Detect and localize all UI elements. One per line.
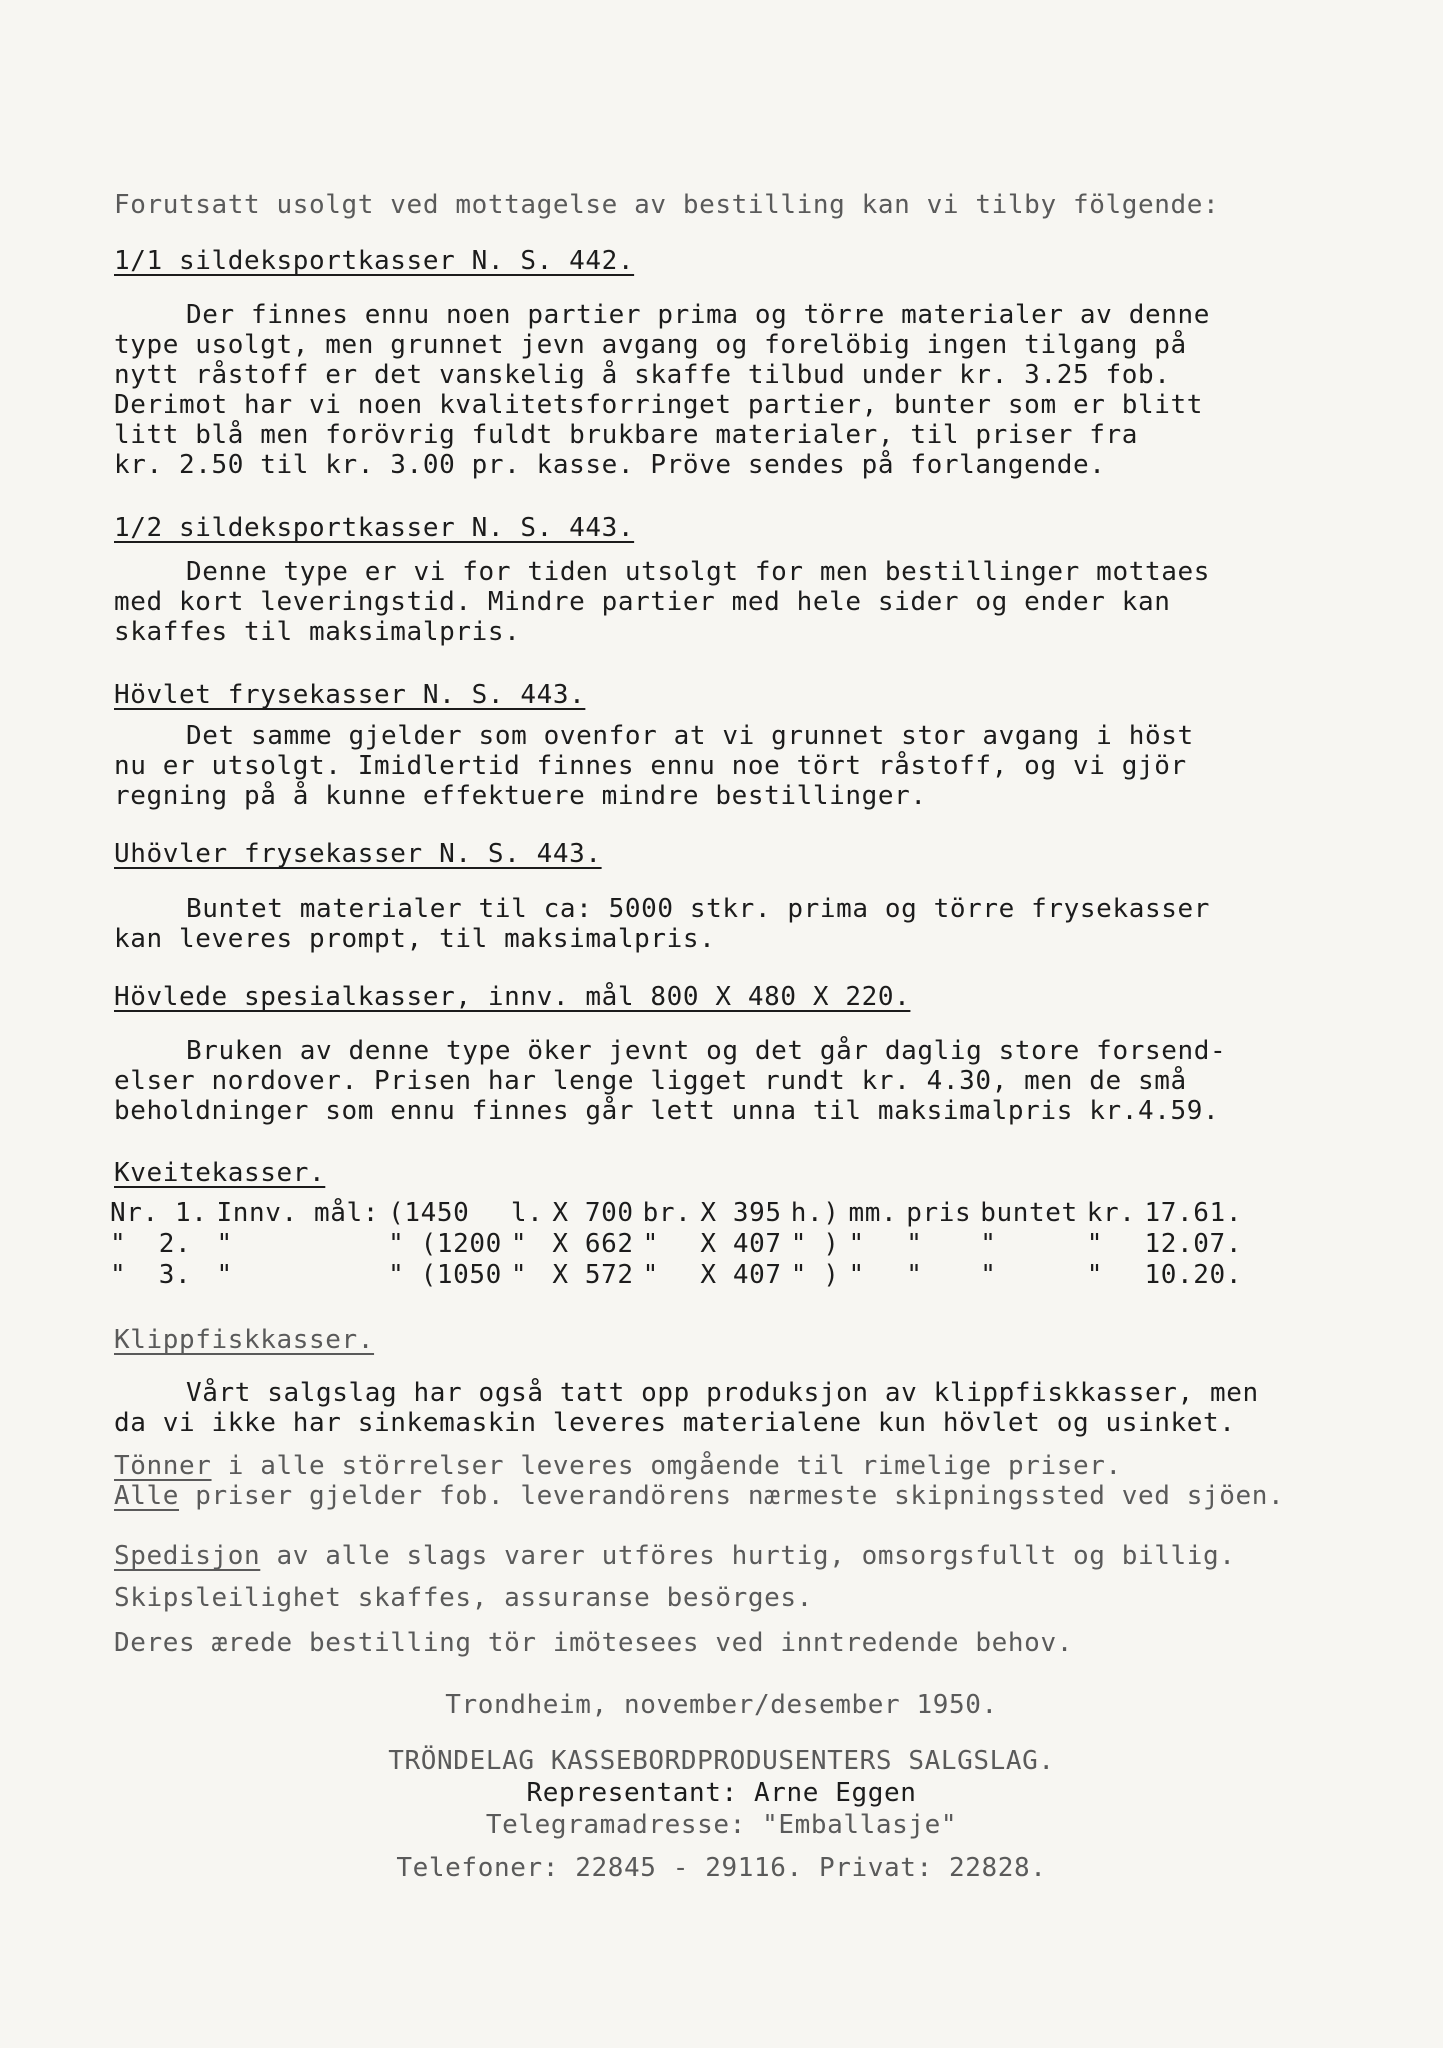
table-cell: X 700 [552, 1198, 634, 1228]
table-cell: " ) [790, 1260, 840, 1290]
kveitekasser-price-table [110, 1198, 1251, 1291]
table-cell: " (1050 [388, 1260, 502, 1290]
table-cell: buntet [980, 1198, 1078, 1228]
table-cell: " [216, 1229, 233, 1259]
table-row [110, 1198, 1251, 1229]
table-cell: " [848, 1229, 865, 1259]
body-line: Det samme gjelder som ovenfor at vi grunnet stor avgang i höst [186, 721, 1194, 751]
table-cell: " [980, 1260, 997, 1290]
body-line: da vi ikke har sinkemaskin leveres materialene kun hövlet og usinket. [114, 1408, 1236, 1438]
section-body-spesialkasser [114, 1036, 1226, 1126]
table-cell: Innv. mål: [216, 1198, 380, 1228]
table-cell: " 2. [110, 1229, 192, 1259]
intro-text: Forutsatt usolgt ved mottagelse av bestilling kan vi tilby fölgende: [114, 190, 1220, 220]
phone-numbers: Telefoner: 22845 - 29116. Privat: 22828. [396, 1853, 1047, 1883]
telegram-address: Telegramadresse: "Emballasje" [485, 1810, 958, 1840]
section-body-uhovler-frysekasser [114, 894, 1210, 954]
place-date: Trondheim, november/desember 1950. [445, 1690, 998, 1720]
spedisjon-line [114, 1541, 1235, 1571]
table-cell: " [510, 1229, 528, 1259]
table-cell: " [510, 1260, 528, 1290]
alle-line [114, 1481, 1284, 1511]
section-body-sildeksport-443 [114, 557, 1210, 647]
table-cell: X 395 [700, 1198, 782, 1228]
body-line: nytt råstoff er det vanskelig å skaffe tilbud under kr. 3.25 fob. [114, 360, 1171, 390]
table-cell: h.) [790, 1198, 840, 1228]
section-body-hovlet-frysekasser [114, 721, 1194, 811]
body-line: elser nordover. Prisen har lenge ligget rundt kr. 4.30, men de små [114, 1066, 1187, 1096]
table-cell-price: 10.20. [1144, 1260, 1243, 1290]
section-body-klippfiskkasser [114, 1378, 1259, 1438]
table-cell: " [642, 1229, 659, 1259]
section-heading-kveitekasser: Kveitekasser. [114, 1158, 326, 1188]
table-cell-price: 12.07. [1144, 1229, 1243, 1259]
table-cell: X 407 [700, 1229, 782, 1259]
body-line: Vårt salgslag har også tatt opp produksjon av klippfiskkasser, men [186, 1378, 1259, 1408]
section-heading-uhovler-frysekasser: Uhövler frysekasser N. S. 443. [114, 839, 602, 869]
table-row [110, 1229, 1251, 1260]
table-cell: pris [906, 1198, 972, 1228]
table-cell: l. [510, 1198, 544, 1228]
organization-name: TRÖNDELAG KASSEBORDPRODUSENTERS SALGSLAG. [388, 1746, 1055, 1776]
skipsleilighet-line: Skipsleilighet skaffes, assuranse besörges. [114, 1583, 813, 1613]
tonner-rest: i alle störrelser leveres omgående til rimelige priser. [211, 1451, 1122, 1481]
table-cell: " [906, 1260, 923, 1290]
table-cell: " [642, 1260, 659, 1290]
body-line: beholdninger som ennu finnes går lett unna til maksimalpris kr.4.59. [114, 1096, 1220, 1126]
table-cell: X 572 [552, 1260, 634, 1290]
section-heading-sildeksport-442: 1/1 sildeksportkasser N. S. 442. [114, 246, 635, 276]
representative: Representant: Arne Eggen [526, 1778, 917, 1808]
table-cell: (1450 [388, 1198, 470, 1228]
table-cell: " (1200 [388, 1229, 502, 1259]
body-line: type usolgt, men grunnet jevn avgang og forelöbig ingen tilgang på [114, 330, 1187, 360]
table-cell: mm. [848, 1198, 898, 1228]
body-line: regning på å kunne effektuere mindre bestillinger. [114, 781, 927, 811]
table-cell: " ) [790, 1229, 840, 1259]
section-heading-hovlet-frysekasser: Hövlet frysekasser N. S. 443. [114, 680, 586, 710]
table-cell: X 662 [552, 1229, 634, 1259]
body-line: skaffes til maksimalpris. [114, 617, 521, 647]
section-body-sildeksport-442 [114, 300, 1210, 480]
body-line: nu er utsolgt. Imidlertid finnes ennu noe tört råstoff, og vi gjör [114, 751, 1187, 781]
table-cell: X 407 [700, 1260, 782, 1290]
table-cell: " [1086, 1229, 1104, 1259]
body-line: Bruken av denne type öker jevnt og det går daglig store forsend- [186, 1036, 1227, 1066]
section-heading-sildeksport-443: 1/2 sildeksportkasser N. S. 443. [114, 513, 635, 543]
tonner-word: Tönner [114, 1451, 212, 1481]
body-line: Der finnes ennu noen partier prima og törre materialer av denne [186, 300, 1210, 330]
body-line: Derimot har vi noen kvalitetsforringet partier, bunter som er blitt [114, 390, 1203, 420]
table-cell: " 3. [110, 1260, 192, 1290]
section-heading-klippfiskkasser: Klippfiskkasser. [114, 1325, 375, 1355]
alle-word: Alle [114, 1481, 180, 1511]
body-line: kan leveres prompt, til maksimalpris. [114, 924, 716, 954]
closing-line: Deres ærede bestilling tör imötesees ved inntredende behov. [114, 1628, 1073, 1658]
table-cell-price: 17.61. [1144, 1198, 1243, 1228]
spedisjon-word: Spedisjon [114, 1541, 261, 1571]
spedisjon-rest: av alle slags varer utföres hurtig, omsorgsfullt og billig. [260, 1541, 1236, 1571]
body-line: litt blå men forövrig fuldt brukbare materialer, til priser fra [114, 420, 1138, 450]
table-cell: " [1086, 1260, 1104, 1290]
table-cell: br. [642, 1198, 692, 1228]
table-cell: " [980, 1229, 997, 1259]
section-heading-spesialkasser: Hövlede spesialkasser, innv. mål 800 X 480 X 220. [114, 982, 911, 1012]
table-cell: " [848, 1260, 865, 1290]
table-cell: Nr. 1. [110, 1198, 208, 1228]
table-cell: " [216, 1260, 233, 1290]
body-line: Denne type er vi for tiden utsolgt for men bestillinger mottaes [186, 557, 1210, 587]
tonner-line [114, 1451, 1122, 1481]
table-cell: kr. [1086, 1198, 1136, 1228]
alle-rest: priser gjelder fob. leverandörens nærmeste skipningssted ved sjöen. [179, 1481, 1285, 1511]
body-line: med kort leveringstid. Mindre partier med hele sider og ender kan [114, 587, 1171, 617]
body-line: kr. 2.50 til kr. 3.00 pr. kasse. Pröve sendes på forlangende. [114, 450, 1106, 480]
body-line: Buntet materialer til ca: 5000 stkr. prima og törre frysekasser [186, 894, 1210, 924]
table-row [110, 1260, 1251, 1291]
table-cell: " [906, 1229, 923, 1259]
